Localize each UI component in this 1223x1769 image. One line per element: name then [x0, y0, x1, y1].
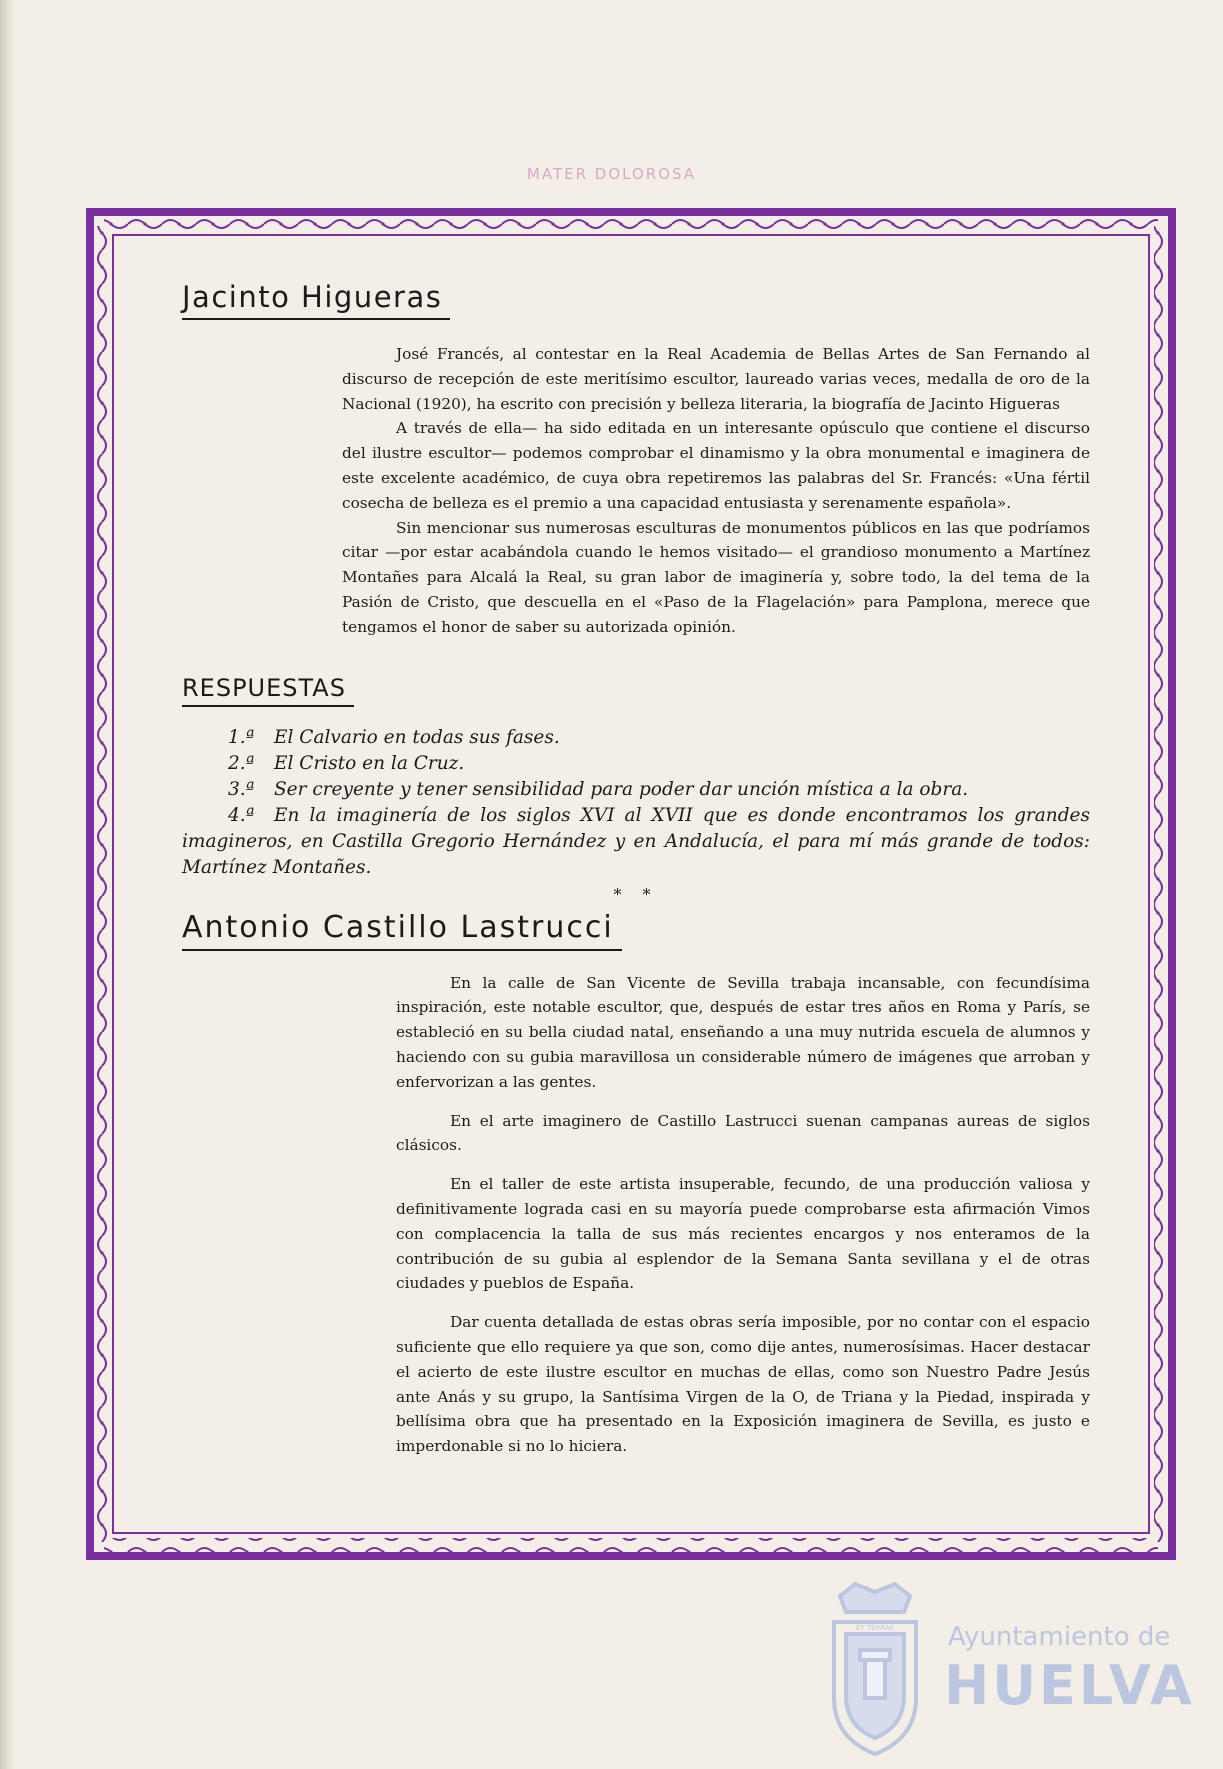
- ayuntamiento-huelva-watermark: [820, 1578, 1200, 1758]
- paragraph: Dar cuenta detallada de estas obras sería imposible, por no contar con el espacio suficiente que ello requiere ya que son, como dije antes, numerosísimas. Hacer destacar el acierto de este ilustre escultor en muchas de ellas, como son Nuestro Padre Jesús ante Anás y su grupo, la Santísima Virgen de la O, de Triana y la Piedad, inspirada y bellísima obra que ha presentado en la Exposición imaginera de Sevilla, es justo e imperdonable si no lo hiciera.: [396, 1313, 1090, 1456]
- huelva-coat-of-arms-icon: [820, 1578, 930, 1758]
- answer-number: 4.ª: [228, 804, 255, 826]
- page-content: [182, 280, 1092, 1473]
- shield-text: ET TERRAE: [855, 1624, 895, 1632]
- answers-list: [182, 725, 1090, 881]
- section-title-antonio-castillo-lastrucci: Antonio Castillo Lastrucci: [182, 910, 622, 951]
- answer-number: 1.ª: [228, 726, 255, 748]
- answer-number: 2.ª: [228, 752, 255, 774]
- paragraph: A través de ella— ha sido editada en un interesante opúsculo que contiene el discurso del ilustre escultor— podemos comprobar el dinamismo y la obra monumental e imaginera de este excelente académico, de cuya obra repetiremos las palabras del Sr. Francés: «Una fértil cosecha de belleza es el premio a una capacidad entusiasta y serenamente española».: [342, 419, 1090, 512]
- page-binding-edge: [0, 0, 14, 1769]
- watermark-line-2: HUELVA: [944, 1654, 1195, 1717]
- answer-item-3: [182, 777, 1090, 803]
- paragraph: En el arte imaginero de Castillo Lastrucci suenan campanas aureas de siglos clásicos.: [396, 1111, 1090, 1155]
- section-body-antonio-castillo-lastrucci: [396, 971, 1090, 1459]
- answer-number: 3.ª: [228, 778, 255, 800]
- paragraph: En el taller de este artista insuperable, fecundo, de una producción valiosa y definitivamente lograda casi en su mayoría puede comprobarse esta afirmación Vimos con complacencia la talla de sus más recientes encargos y nos enteramos de la contribución de su gubia al esplendor de la Semana Santa sevillana y el de otras ciudades y pueblos de España.: [396, 1175, 1090, 1293]
- running-head: MATER DOLOROSA: [526, 165, 697, 183]
- section-separator: * *: [613, 884, 659, 904]
- answer-text: El Calvario en todas sus fases.: [274, 726, 560, 748]
- answer-text: El Cristo en la Cruz.: [274, 752, 465, 774]
- answer-text: Ser creyente y tener sensibilidad para poder dar unción mística a la obra.: [274, 778, 969, 800]
- watermark-line-1: Ayuntamiento de: [948, 1622, 1171, 1652]
- section-title-respuestas: RESPUESTAS: [182, 674, 354, 707]
- answer-item-4: [182, 803, 1090, 881]
- section-body-jacinto-higueras: [342, 342, 1090, 640]
- section-title-jacinto-higueras: Jacinto Higueras: [182, 280, 450, 320]
- paragraph: José Francés, al contestar en la Real Academia de Bellas Artes de San Fernando al discurso de recepción de este meritísimo escultor, laureado varias veces, medalla de oro de la Nacional (1920), ha escrito con precisión y belleza literaria, la biografía de Jacinto Higueras: [342, 345, 1090, 413]
- answer-item-2: [182, 751, 1090, 777]
- answer-text: En la imaginería de los siglos XVI al XVII que es donde encontramos los grandes imagineros, en Castilla Gregorio Hernández y en Andalucía, el para mí más grande de todos: Martínez Montañes.: [182, 804, 1090, 878]
- paragraph: En la calle de San Vicente de Sevilla trabaja incansable, con fecundísima inspiración, este notable escultor, que, después de estar tres años en Roma y París, se estableció en su bella ciudad natal, enseñando a una muy nutrida escuela de alumnos y haciendo con su gubia maravillosa un considerable número de imágenes que arroban y enfervorizan a las gentes.: [396, 973, 1090, 1091]
- paragraph: Sin mencionar sus numerosas esculturas de monumentos públicos en las que podríamos citar —por estar acabándola cuando le hemos visitado— el grandioso monumento a Martínez Montañes para Alcalá la Real, su gran labor de imaginería y, sobre todo, la del tema de la Pasión de Cristo, que descuella en el «Paso de la Flagelación» para Pamplona, merece que tengamos el honor de saber su autorizada opinión.: [342, 518, 1090, 636]
- answer-item-1: [182, 725, 1090, 751]
